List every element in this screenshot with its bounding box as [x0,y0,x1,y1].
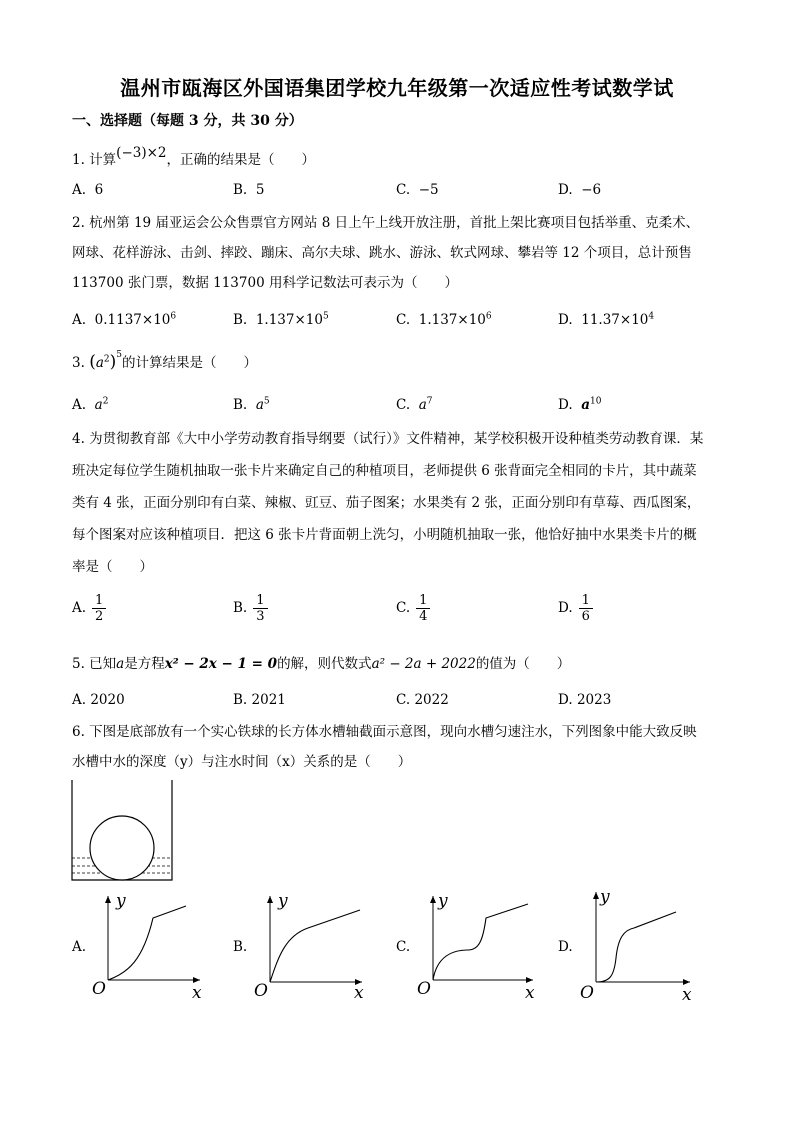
question-1-prefix: 1. 计算 [72,152,117,168]
graph-c-curve [433,904,528,980]
question-2-line-1: 2. 杭州第 19 届亚运会公众售票官方网站 8 日上午上线开放注册，首批上架比赛项目包括举重、克柔术、 [72,215,700,231]
q6-option-a-label[interactable]: A. [72,939,87,955]
x-axis-label: x [682,985,692,1002]
q6-option-d-label[interactable]: D. [558,939,573,955]
question-1-suffix: ，正确的结果是（ ） [166,152,316,168]
question-4-line-5: 率是（ ） [72,559,153,575]
q6-graph-c[interactable] [413,888,543,1000]
q1-option-d[interactable]: D. −6 [558,182,602,198]
question-2-line-3: 113700 张门票，数据 113700 用科学记数法可表示为（ ） [72,275,458,291]
q6-graph-d[interactable] [576,886,698,1002]
y-axis-label: y [600,887,610,907]
question-6-line-2: 水槽中水的深度（y）与注水时间（x）关系的是（ ） [72,754,412,770]
q5-option-d[interactable]: D. 2023 [558,692,612,708]
x-axis-label: x [525,983,535,1000]
q1-option-c[interactable]: C. −5 [396,182,439,198]
question-4-line-4: 每个图案对应该种植项目．把这 6 张卡片背面朝上洗匀，小明随机抽取一张，他恰好抽中水果类卡片的概 [72,527,697,543]
y-axis-label: y [278,891,288,911]
graph-a-curve [108,906,186,980]
origin-label: O [254,981,268,1000]
q6-option-b-label[interactable]: B. [233,939,248,955]
y-axis-label: y [438,891,448,911]
q1-option-b[interactable]: B. 5 [233,182,265,198]
question-4-line-2: 班决定每位学生随机抽取一张卡片来确定自己的种植项目，老师提供 6 张背面完全相同的卡片，其中蔬菜 [72,463,697,479]
origin-label: O [580,983,594,1002]
q3-option-b[interactable]: B. $a^5$ [233,396,270,413]
q5-option-b[interactable]: B. 2021 [233,692,286,708]
y-axis-arrow [267,896,273,903]
y-axis-arrow [593,892,599,899]
x-axis-label: x [354,983,364,1000]
origin-label: O [92,979,106,999]
q3-option-a[interactable]: A. $a^2$ [72,396,109,413]
y-axis-arrow [430,896,436,903]
question-3-stem: 3. $(a^2)^5$的计算结果是（ ） [72,349,257,372]
y-axis-label: y [116,891,126,911]
q1-option-a[interactable]: A. 6 [72,182,104,198]
q2-option-c[interactable]: C. $1.137\times 10^6$ [396,311,492,328]
q2-option-d[interactable]: D. $11.37\times 10^4$ [558,311,655,328]
question-6-line-1: 6. 下图是底部放有一个实心铁球的长方体水槽轴截面示意图，现向水槽匀速注水，下列图象中能大致反映 [72,724,697,740]
question-5-stem: 5. 已知a是方程x² − 2x − 1 = 0的解，则代数式a² − 2a + 2022的值为（ ） [72,656,571,672]
question-4-line-1: 4. 为贯彻教育部《大中小学劳动教育指导纲要（试行）》文件精神，某学校积极开设种植类劳动教育课．某 [72,431,704,447]
page-title: 温州市瓯海区外国语集团学校九年级第一次适应性考试数学试 [120,76,674,100]
graph-d-curve [596,912,676,982]
question-4-line-3: 类有 4 张，正面分别印有白菜、辣椒、豇豆、茄子图案；水果类有 2 张，正面分别印有草莓、西瓜图案， [72,495,701,511]
question-2-line-2: 网球、花样游泳、击剑、摔跤、蹦床、高尔夫球、跳水、游泳、软式网球、攀岩等 12 个项目，总计预售 [72,245,692,261]
q2-option-a[interactable]: A. $0.1137\times 10^6$ [72,311,177,328]
origin-label: O [417,979,431,999]
q3-option-c[interactable]: C. $a^7$ [396,396,433,413]
q6-graph-b[interactable] [250,888,372,1000]
q3-option-d[interactable]: D. $a^{10}$ [558,396,602,413]
water-tank-diagram [66,778,178,884]
graph-b-curve [270,910,360,982]
q2-option-b[interactable]: B. $1.137\times 10^5$ [233,311,329,328]
y-axis-arrow [105,896,111,903]
section-heading: 一、选择题（每题 3 分，共 30 分） [72,113,303,129]
q4-option-a[interactable]: A. $\frac{1}{2}$ [72,593,106,624]
x-axis-label: x [192,983,202,1000]
q5-option-a[interactable]: A. 2020 [72,692,125,708]
q4-option-b[interactable]: B. $\frac{1}{3}$ [233,593,268,624]
q5-option-c[interactable]: C. 2022 [396,692,449,708]
q4-option-c[interactable]: C. $\frac{1}{4}$ [396,593,430,624]
q6-graph-a[interactable] [88,888,210,1000]
question-1-stem [72,145,316,170]
q6-option-c-label[interactable]: C. [396,939,411,955]
iron-ball [90,816,154,880]
question-1-expression: (−3)×2 [116,145,167,161]
q4-option-d[interactable]: D. $\frac{1}{6}$ [558,593,593,624]
